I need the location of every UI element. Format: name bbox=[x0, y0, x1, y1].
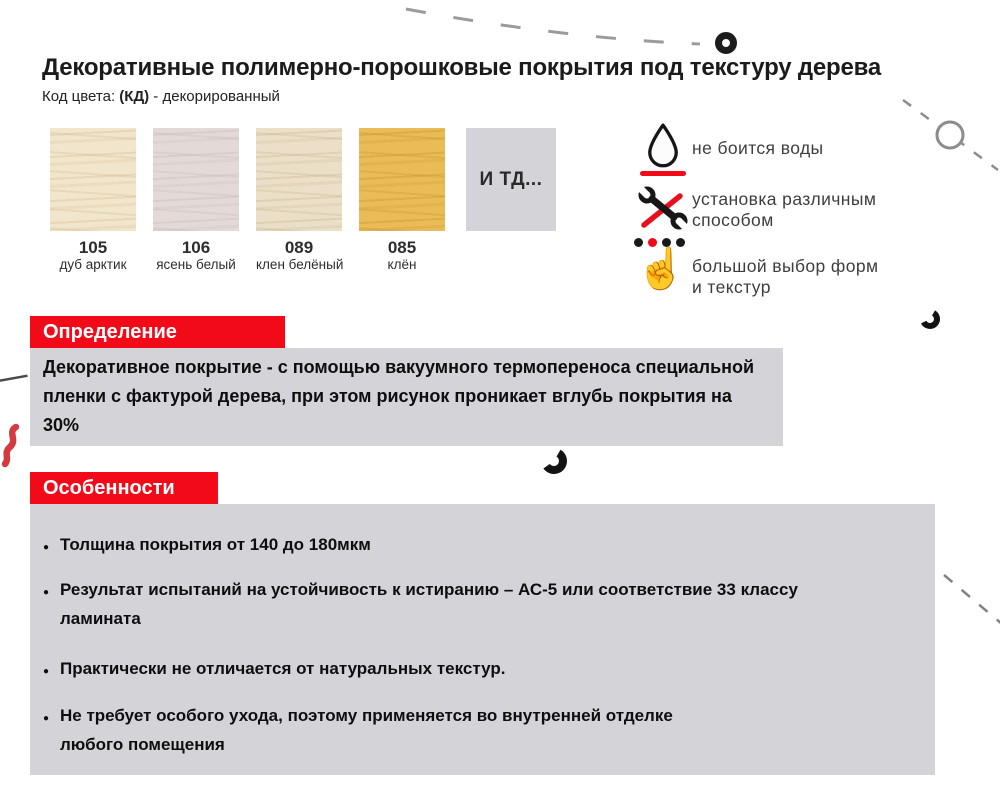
swatch-089 bbox=[256, 128, 342, 272]
swatch-name: дуб арктик bbox=[59, 257, 127, 272]
etc-label: И ТД... bbox=[479, 168, 543, 190]
benefit-label: установка различным способом bbox=[692, 189, 877, 230]
water-drop-icon bbox=[646, 122, 680, 168]
feature-item: ● Не требует особого ухода, поэтому применяется во внутренней отделке любого помещения bbox=[43, 701, 920, 759]
benefit-install bbox=[634, 186, 964, 232]
comma-shape-small bbox=[920, 309, 939, 328]
swatch-code: 089 bbox=[284, 238, 314, 257]
swatch-106 bbox=[153, 128, 239, 272]
color-code-value: (КД) bbox=[119, 88, 150, 105]
dot-icon bbox=[634, 238, 643, 247]
benefit-label: большой выбор форм и текстур bbox=[692, 256, 879, 297]
color-code-prefix: Код цвета: bbox=[42, 88, 120, 105]
red-underline bbox=[640, 171, 686, 176]
wood-texture-image bbox=[359, 128, 445, 231]
features-panel bbox=[30, 504, 935, 775]
page-title: Декоративные полимерно-порошковые покрытия под текстуру дерева bbox=[42, 54, 882, 81]
swatch-row bbox=[50, 128, 556, 272]
dot-icon bbox=[676, 238, 685, 247]
feature-item: ● Результат испытаний на устойчивость к истиранию – АС-5 или соответствие 33 классу ламината bbox=[43, 575, 920, 633]
swatch-105 bbox=[50, 128, 136, 272]
feature-item: ● Практически не отличается от натуральных текстур. bbox=[43, 654, 920, 686]
tools-icon bbox=[637, 186, 689, 232]
wood-texture-image bbox=[256, 128, 342, 231]
dot-icon bbox=[662, 238, 671, 247]
swatch-name: клён bbox=[387, 257, 417, 272]
wood-texture-image bbox=[153, 128, 239, 231]
dashed-line-bottom-right bbox=[944, 575, 1000, 624]
donut-dot-icon bbox=[719, 36, 734, 51]
swatch-code: 105 bbox=[78, 238, 108, 257]
comma-shape-large bbox=[542, 449, 567, 474]
swatch-name: клен белёный bbox=[256, 257, 344, 272]
definition-panel: Декоративное покрытие - с помощью вакуумного термопереноса специальной пленки с фактурой дерева, при этом рисунок проникает вглубь покрытия на 30% bbox=[30, 348, 783, 446]
etc-box bbox=[466, 128, 556, 231]
color-code-line bbox=[42, 88, 962, 105]
swatch-code: 106 bbox=[181, 238, 211, 257]
header bbox=[42, 54, 962, 105]
benefit-water bbox=[634, 122, 964, 176]
color-code-suffix: - декорированный bbox=[149, 88, 280, 105]
benefit-label: не боится воды bbox=[692, 138, 824, 158]
definition-heading: Определение bbox=[30, 316, 285, 348]
bullet-icon bbox=[43, 701, 60, 759]
features-heading: Особенности bbox=[30, 472, 218, 504]
dot-red-icon bbox=[648, 238, 657, 247]
red-squiggle bbox=[5, 427, 16, 464]
bullet-icon bbox=[43, 530, 60, 562]
swatch-code: 085 bbox=[387, 238, 417, 257]
bullet-icon bbox=[43, 575, 60, 633]
dots-row bbox=[634, 238, 685, 247]
benefit-choice bbox=[634, 238, 964, 298]
benefits-list bbox=[634, 122, 964, 298]
swatch-name: ясень белый bbox=[156, 257, 236, 272]
swatch-085 bbox=[359, 128, 445, 272]
feature-item: ● Толщина покрытия от 140 до 180мкм bbox=[43, 530, 920, 562]
wood-texture-image bbox=[50, 128, 136, 231]
bullet-icon bbox=[43, 654, 60, 686]
dashed-curve-top bbox=[406, 9, 700, 44]
hand-pointer-icon: ☝ bbox=[636, 247, 686, 291]
